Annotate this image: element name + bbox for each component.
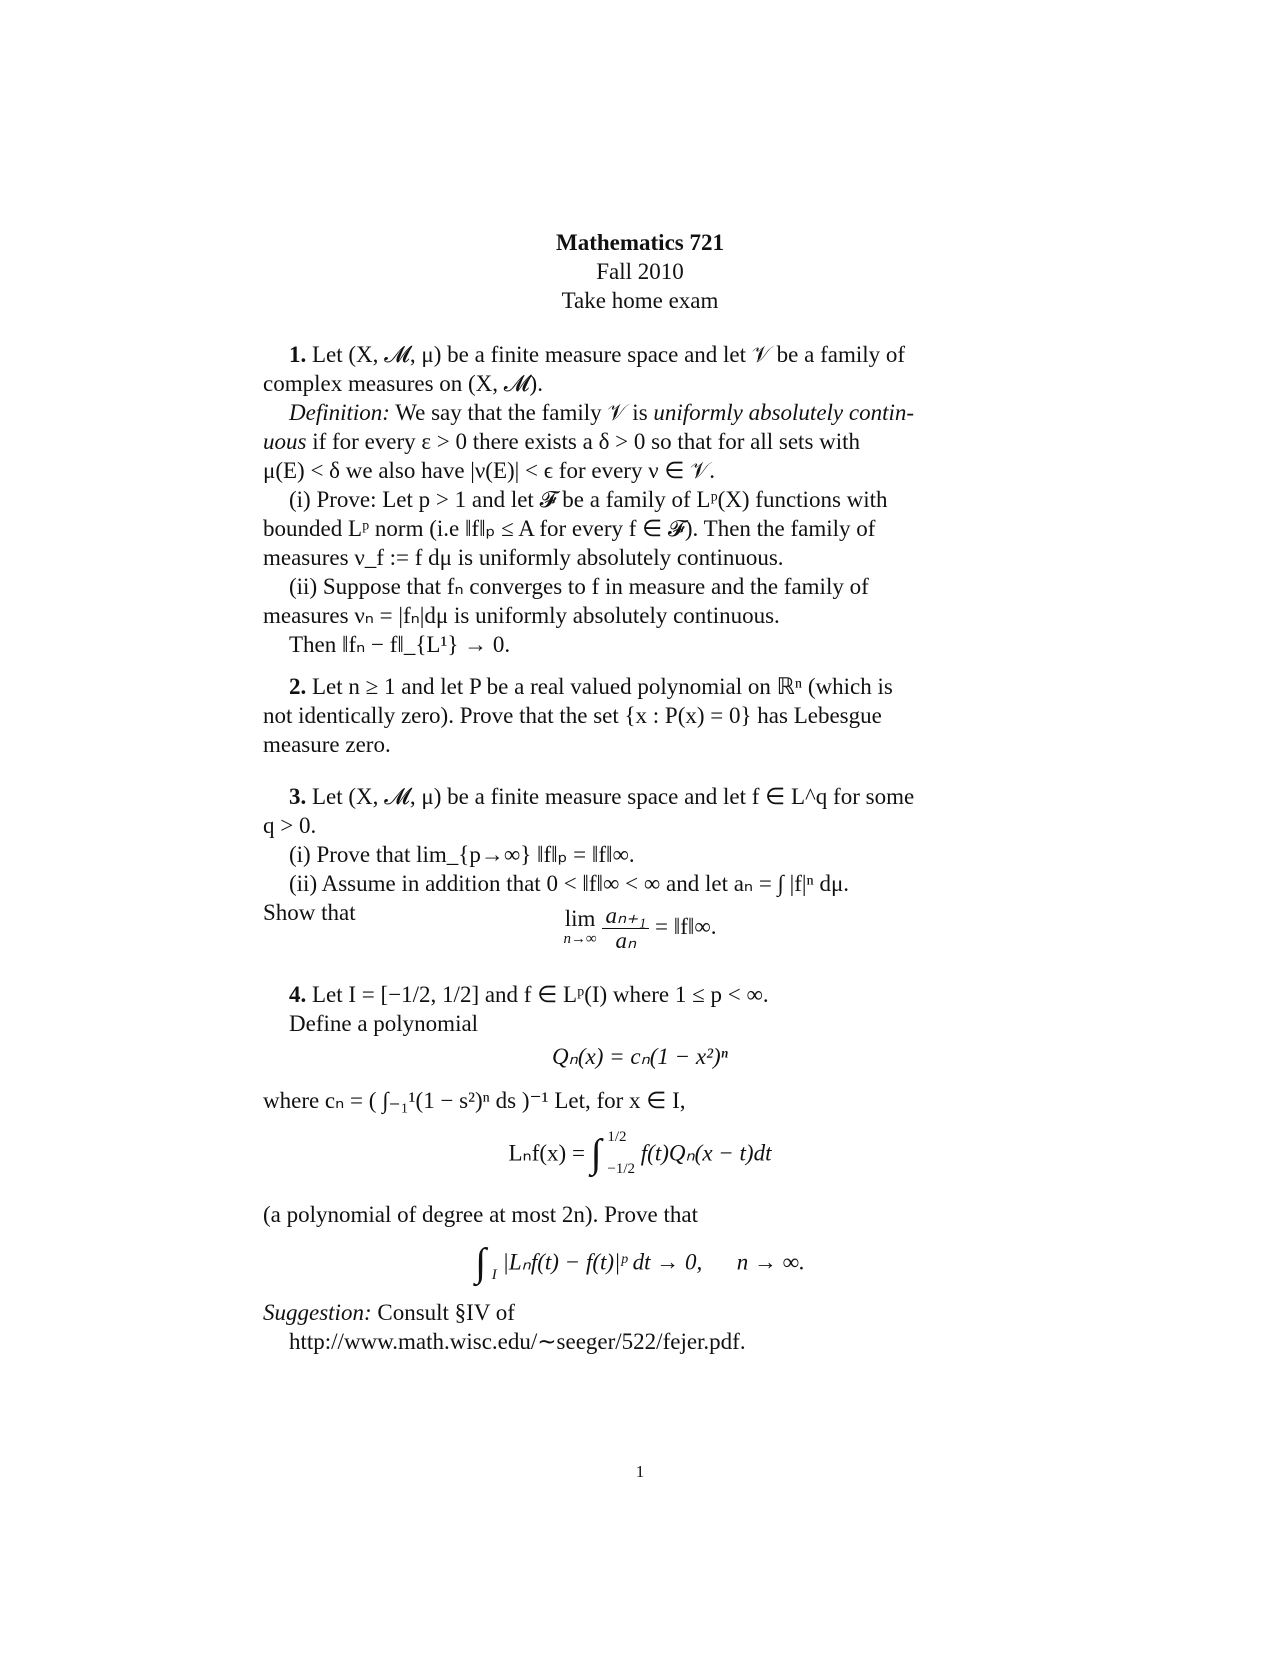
problem-1-part-ii-c: Then ‖fₙ − f‖_{L¹} → 0. (289, 632, 511, 657)
problem-3-part-ii: (ii) Assume in addition that 0 < ‖f‖∞ < ∞ and let aₙ = ∫ |f|ⁿ dμ. (289, 871, 850, 896)
definition-b2: if for every ε > 0 there exists a δ > 0 so that for all sets with (312, 429, 861, 454)
limit-operator (563, 905, 597, 949)
integral-limits (607, 1128, 635, 1178)
limit-equation (0, 904, 1280, 953)
degree-statement (263, 1200, 1009, 1229)
problem-1-part-ii-b: measures νₙ = |fₙ|dμ is uniformly absolutely continuous. (263, 603, 780, 628)
problem-1 (263, 340, 1009, 659)
integral-sign-2: ∫ (475, 1239, 487, 1285)
problem-3-part-i: (i) Prove that lim_{p→∞} ‖f‖ₚ = ‖f‖∞. (289, 842, 635, 867)
problem-2-c: measure zero. (263, 732, 391, 757)
problem-2 (263, 672, 1009, 759)
problem-1-part-ii-a: (ii) Suppose that fₙ converges to f in measure and the family of (289, 574, 869, 599)
problem-4 (263, 980, 1009, 1038)
l-lhs: Lₙf(x) = (508, 1140, 585, 1166)
problem-4-a: Let I = [−1/2, 1/2] and f ∈ Lᵖ(I) where 1 ≤ p < ∞. (312, 982, 769, 1007)
problem-4-b: Define a polynomial (289, 1011, 479, 1036)
convergence-body: |Lₙf(t) − f(t)|ᵖ dt → 0, n → ∞. (502, 1249, 805, 1275)
integral-sign: ∫ (590, 1130, 602, 1176)
term: Fall 2010 (596, 259, 684, 284)
fraction-numerator: aₙ₊₁ (602, 904, 649, 929)
domain-label: I (491, 1267, 497, 1283)
definition-label: Definition: (289, 400, 390, 425)
suggestion (263, 1298, 1009, 1356)
definition-c: μ(E) < δ we also have |ν(E)| < ϵ for every ν ∈ 𝒱. (263, 458, 716, 483)
l-body: f(t)Qₙ(x − t)dt (640, 1140, 772, 1166)
problem-1-part-i-c: measures ν_f := f dμ is uniformly absolutely continuous. (263, 545, 784, 570)
fraction-denominator: aₙ (615, 928, 637, 953)
suggestion-text: Consult §IV of (377, 1300, 515, 1325)
q-formula: Qₙ(x) = cₙ(1 − x²)ⁿ (552, 1044, 728, 1069)
ratio-fraction (602, 904, 649, 953)
problem-2-b: not identically zero). Prove that the set {x : P(x) = 0} has Lebesgue (263, 703, 882, 728)
suggestion-url[interactable]: http://www.math.wisc.edu/∼seeger/522/fejer.pdf. (289, 1329, 746, 1354)
problem-3-b: q > 0. (263, 813, 317, 838)
limit-subscript: n→∞ (563, 930, 597, 947)
problem-1-intro-b: complex measures on (X, 𝓜). (263, 371, 543, 396)
problem-1-part-i-a: (i) Prove: Let p > 1 and let 𝓕 be a family of Lᵖ(X) functions with (289, 487, 888, 512)
problem-2-number: 2. (289, 674, 307, 699)
cn-formula: where cₙ = ( ∫₋₁¹(1 − s²)ⁿ ds )⁻¹ Let, for x ∈ I, (263, 1088, 686, 1113)
course-title: Mathematics 721 (556, 230, 724, 255)
problem-3-a: Let (X, 𝓜, μ) be a finite measure space and let f ∈ L^q for some (312, 784, 915, 809)
degree-text: (a polynomial of degree at most 2n). Prove that (263, 1202, 698, 1227)
definition-term-a: uniformly absolutely contin- (653, 400, 915, 425)
problem-4-number: 4. (289, 982, 307, 1007)
problem-1-part-i-b: bounded Lᵖ norm (i.e ‖f‖ₚ ≤ A for every f ∈ 𝓕). Then the family of (263, 516, 876, 541)
problem-1-intro-a: Let (X, 𝓜, μ) be a finite measure space and let 𝒱 be a family of (312, 342, 906, 367)
l-definition (0, 1128, 1280, 1192)
page-number: 1 (635, 1462, 645, 1481)
cn-definition (263, 1086, 1009, 1115)
problem-2-a: Let n ≥ 1 and let P be a real valued polynomial on ℝⁿ (which is (312, 674, 893, 699)
exam-type: Take home exam (561, 288, 719, 313)
q-definition (0, 1042, 1280, 1071)
limit-rhs: = ‖f‖∞. (655, 913, 717, 939)
integral-lower: −1/2 (607, 1161, 636, 1177)
problem-1-number: 1. (289, 342, 307, 367)
integral-domain (492, 1240, 497, 1284)
problem-3-number: 3. (289, 784, 307, 809)
suggestion-label: Suggestion: (263, 1300, 372, 1325)
title-block (0, 228, 1280, 315)
integral-upper: 1/2 (607, 1129, 627, 1145)
problem-3-show: Show that (263, 900, 356, 925)
definition-a1: We say that the family 𝒱 is (395, 400, 648, 425)
limit-word: lim (564, 905, 596, 931)
convergence-equation (0, 1240, 1280, 1298)
definition-term-b: uous (263, 429, 307, 454)
